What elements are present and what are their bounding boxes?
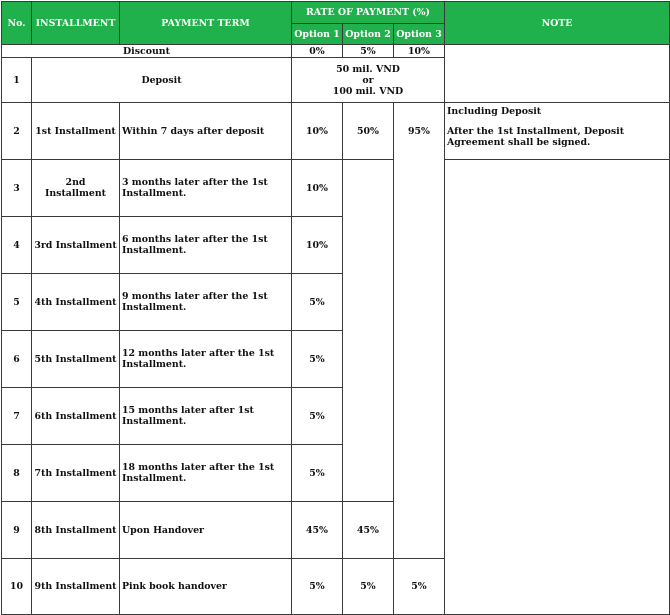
row-no: 4 [2, 217, 32, 274]
deposit-amount-line-1: 50 mil. VND [336, 63, 400, 75]
row-option-1: 10% [292, 103, 343, 160]
row-payment-term: 3 months later after the 1st Installment. [120, 160, 292, 217]
deposit-no: 1 [2, 58, 32, 103]
row-installment: 9th Installment [32, 559, 120, 615]
row-no: 3 [2, 160, 32, 217]
row-option-1: 5% [292, 331, 343, 388]
discount-row [2, 45, 670, 58]
note-blank [445, 502, 670, 559]
row-installment: 8th Installment [32, 502, 120, 559]
note-blank [445, 388, 670, 445]
note-blank [445, 445, 670, 502]
discount-option-1: 0% [292, 45, 343, 58]
row-no: 8 [2, 445, 32, 502]
row-option-2: 45% [343, 502, 394, 559]
header-rate-of-payment: RATE OF PAYMENT (%) [292, 2, 445, 24]
note-blank [445, 274, 670, 331]
row-option-2: 50% [343, 103, 394, 160]
note-line-2: After the 1st Installment, Deposit Agreement shall be signed. [447, 126, 625, 148]
note-blank [445, 160, 670, 217]
row-payment-term: 15 months later after 1st Installment. [120, 388, 292, 445]
row-option-2 [343, 274, 394, 331]
table-row [2, 388, 670, 445]
table-row [2, 274, 670, 331]
row-installment: 2nd Installment [32, 160, 120, 217]
row-payment-term: 18 months later after the 1st Installment. [120, 445, 292, 502]
table-row [2, 331, 670, 388]
row-option-1: 5% [292, 274, 343, 331]
header-no: No. [2, 2, 32, 45]
note-blank [445, 217, 670, 274]
note-blank [445, 58, 670, 103]
discount-option-3: 10% [394, 45, 445, 58]
row-option-2 [343, 388, 394, 445]
row-payment-term: Upon Handover [120, 502, 292, 559]
note-blank [445, 45, 670, 58]
row-payment-term: Within 7 days after deposit [120, 103, 292, 160]
header-note: NOTE [445, 2, 670, 45]
row-option-3: 5% [394, 559, 445, 615]
row-option-2 [343, 160, 394, 217]
row-installment: 5th Installment [32, 331, 120, 388]
row-option-2 [343, 331, 394, 388]
row-no: 5 [2, 274, 32, 331]
row-option-3 [394, 160, 445, 217]
row-option-1: 5% [292, 559, 343, 615]
deposit-row [2, 58, 670, 103]
row-option-3 [394, 217, 445, 274]
row-no: 7 [2, 388, 32, 445]
header-option-3: Option 3 [394, 24, 445, 45]
discount-label: Discount [2, 45, 292, 58]
deposit-label: Deposit [32, 58, 292, 103]
row-option-1: 45% [292, 502, 343, 559]
payment-schedule-table [1, 1, 670, 615]
table-row [2, 445, 670, 502]
row-option-2: 5% [343, 559, 394, 615]
deposit-amount [292, 58, 445, 103]
row-option-2 [343, 445, 394, 502]
table-row [2, 217, 670, 274]
row-option-1: 10% [292, 160, 343, 217]
row-payment-term: 12 months later after the 1st Installment. [120, 331, 292, 388]
row-installment: 7th Installment [32, 445, 120, 502]
deposit-amount-line-3: 100 mil. VND [332, 85, 404, 97]
header-option-1: Option 1 [292, 24, 343, 45]
discount-option-2: 5% [343, 45, 394, 58]
row-option-3 [394, 502, 445, 559]
row-option-3 [394, 274, 445, 331]
table-row [2, 559, 670, 615]
row-option-3: 95% [394, 103, 445, 160]
row-option-3 [394, 445, 445, 502]
row-option-1: 10% [292, 217, 343, 274]
note-cell [445, 103, 670, 160]
header-installment: INSTALLMENT [32, 2, 120, 45]
row-no: 9 [2, 502, 32, 559]
row-option-3 [394, 331, 445, 388]
row-installment: 1st Installment [32, 103, 120, 160]
row-no: 10 [2, 559, 32, 615]
table-row [2, 103, 670, 160]
header-payment-term: PAYMENT TERM [120, 2, 292, 45]
row-option-3 [394, 388, 445, 445]
row-installment: 3rd Installment [32, 217, 120, 274]
row-installment: 4th Installment [32, 274, 120, 331]
header-option-2: Option 2 [343, 24, 394, 45]
row-payment-term: 6 months later after the 1st Installment. [120, 217, 292, 274]
table-row [2, 160, 670, 217]
note-blank [445, 331, 670, 388]
row-option-1: 5% [292, 388, 343, 445]
row-no: 6 [2, 331, 32, 388]
row-no: 2 [2, 103, 32, 160]
row-installment: 6th Installment [32, 388, 120, 445]
deposit-amount-line-2: or [362, 74, 374, 86]
note-line-1: Including Deposit [447, 106, 542, 117]
row-payment-term: 9 months later after the 1st Installment. [120, 274, 292, 331]
note-blank [445, 559, 670, 615]
row-option-2 [343, 217, 394, 274]
row-payment-term: Pink book handover [120, 559, 292, 615]
table-row [2, 502, 670, 559]
row-option-1: 5% [292, 445, 343, 502]
